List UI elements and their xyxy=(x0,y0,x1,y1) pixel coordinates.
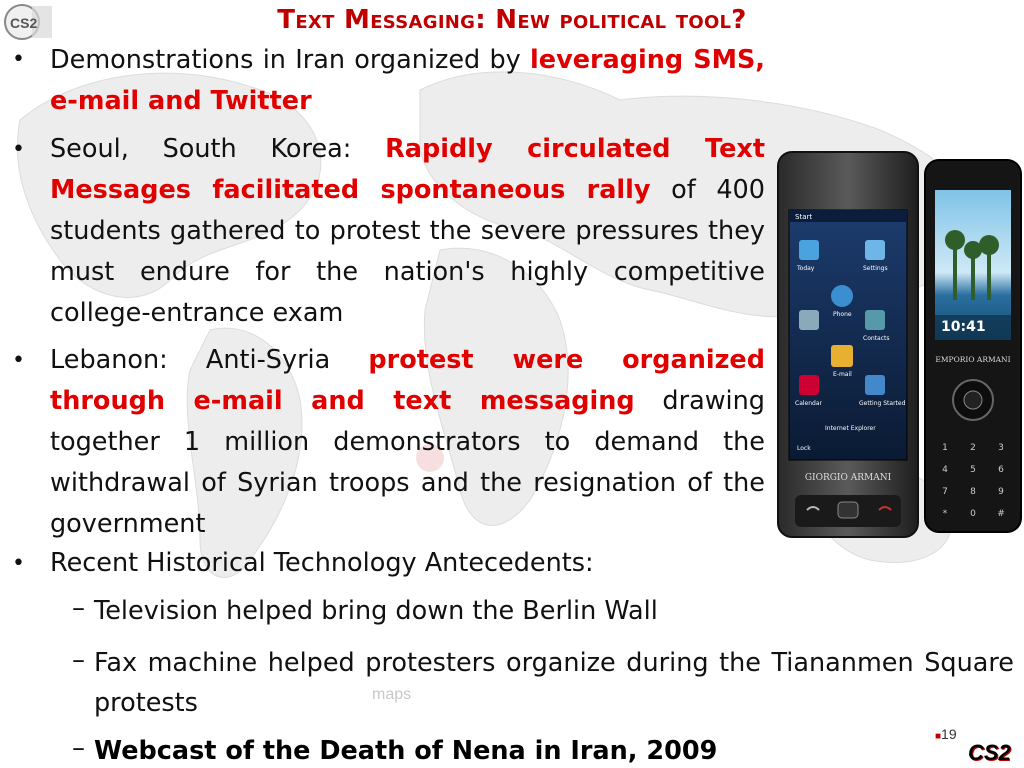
menu-phone: Phone xyxy=(833,311,852,318)
bullet-text: Seoul, South Korea: xyxy=(50,134,386,164)
bullet-iran xyxy=(50,40,765,122)
bullet-lebanon xyxy=(50,340,765,545)
menu-today: Today xyxy=(797,265,815,272)
menu-internet-explorer: Internet Explorer xyxy=(825,425,876,432)
key-1: 1 xyxy=(942,443,948,453)
menu-contacts: Contacts xyxy=(863,335,890,342)
key-3: 3 xyxy=(998,443,1004,453)
left-phone xyxy=(778,152,918,537)
right-phone-time: 10:41 xyxy=(941,319,986,335)
bullet-text: of 400 students gathered to protest the severe pressures they must endure for the nation's highly competitive college-entrance exam xyxy=(50,175,765,328)
subbullet-berlin: Television helped bring down the Berlin Wall xyxy=(94,596,658,626)
key-4: 4 xyxy=(942,465,948,475)
key-7: 7 xyxy=(942,487,948,497)
right-phone xyxy=(925,160,1021,532)
key-star: * xyxy=(942,509,948,519)
page-marker-icon: ■ xyxy=(935,731,942,742)
bullet-marker: • xyxy=(12,348,25,373)
menu-email: E-mail xyxy=(833,371,852,378)
left-phone-brand: GIORGIO ARMANI xyxy=(804,473,892,483)
subbullet-tiananmen: Fax machine helped protesters organize during the Tiananmen Square protests xyxy=(94,648,1014,718)
key-0: 0 xyxy=(970,509,976,519)
bullet-highlight: protest were organized through e-mail and text messaging xyxy=(50,345,765,416)
mobile-phones-image xyxy=(775,150,1024,540)
bullet-seoul xyxy=(50,129,765,334)
corner-logo-text: CS2 xyxy=(10,15,38,31)
slide-title: Text Messaging: New political tool? xyxy=(277,5,747,35)
key-2: 2 xyxy=(970,443,976,453)
subbullet-marker: – xyxy=(72,593,85,623)
menu-getting-started: Getting Started xyxy=(859,400,906,407)
bullet-marker: • xyxy=(12,47,25,72)
bullet-marker: • xyxy=(12,551,25,576)
subbullet-webcast: Webcast of the Death of Nena in Iran, 2009 xyxy=(94,736,718,766)
key-8: 8 xyxy=(970,487,976,497)
menu-calendar: Calendar xyxy=(795,400,822,407)
page-number-value: 19 xyxy=(941,726,957,742)
bullet-text: drawing together 1 million demonstrators to demand the withdrawal of Syrian troops and the resignation of the government xyxy=(50,386,765,539)
subbullet-marker: – xyxy=(72,645,85,675)
menu-start: Start xyxy=(795,213,813,221)
bullet-highlight: leveraging SMS, e-mail and Twitter xyxy=(50,45,765,116)
bullet-marker: • xyxy=(12,137,25,162)
bullet-text: Recent Historical Technology Antecedents: xyxy=(50,548,594,578)
bullet-text: Demonstrations in Iran organized by xyxy=(50,45,531,75)
right-phone-brand: EMPORIO ARMANI xyxy=(935,355,1011,364)
watermark: maps xyxy=(372,686,412,703)
bullet-highlight: Rapidly circulated Text Messages facilitated spontaneous rally xyxy=(50,134,766,205)
key-9: 9 xyxy=(998,487,1004,497)
bullet-antecedents xyxy=(50,543,950,584)
subbullet-marker: – xyxy=(72,733,85,763)
bullet-text: Lebanon: Anti-Syria xyxy=(50,345,369,375)
menu-lock: Lock xyxy=(797,445,811,452)
key-hash: # xyxy=(997,509,1005,519)
cs2-logo: CS2 xyxy=(968,740,1011,765)
key-5: 5 xyxy=(970,465,976,475)
key-6: 6 xyxy=(998,465,1004,475)
menu-settings: Settings xyxy=(863,265,888,272)
page-number xyxy=(935,726,957,742)
